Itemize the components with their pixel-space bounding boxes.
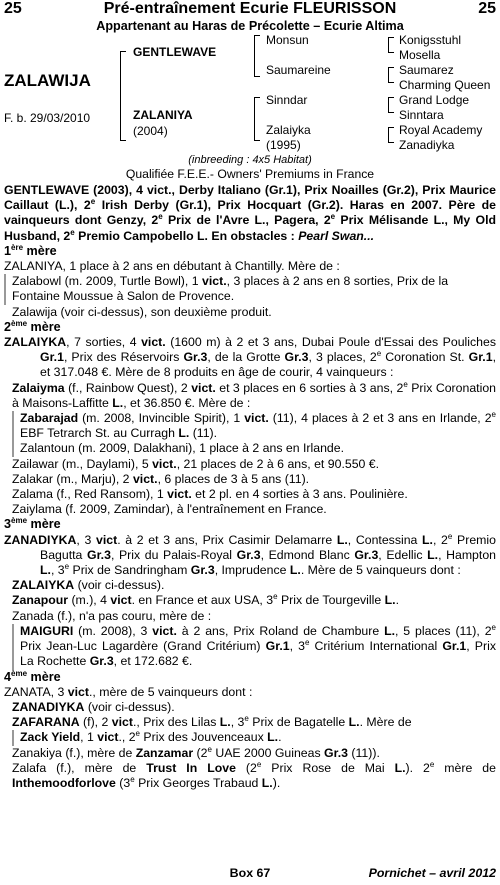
pedigree-g3-2: Mosella — [399, 48, 441, 62]
pedigree-notes — [4, 183, 496, 791]
pedigree-dam-dam: Zalaiyka — [266, 123, 311, 137]
second-dam-grandproduce-zalantoun: Zalantoun (m. 2009, Dalakhani), 1 place à 2 ans en Irlande. — [12, 441, 496, 456]
second-dam-produce-zailawar: Zailawar (m., Daylami), 5 vict., 21 places de 2 à 6 ans, et 90.550 €. — [12, 456, 380, 471]
pedigree-g3-5: Grand Lodge — [399, 93, 470, 107]
lot-number-right: 25 — [478, 0, 496, 17]
sale-place-date: Pornichet – avril 2012 — [368, 866, 496, 880]
inbreeding-note: (inbreeding : 4x5 Habitat) — [188, 154, 312, 166]
horse-info: F. b. 29/03/2010 — [4, 111, 91, 125]
bracket-gen3-3 — [388, 97, 394, 113]
pedigree-sire-dam: Saumareine — [266, 63, 331, 77]
dam-year: (2004) — [133, 124, 168, 138]
fourth-dam-produce-zalafa: Zalafa (f.), mère de Trust In Love (2e Prix Rose de Mai L.). 2e mère de Inthemoodforlove (3e Prix Georges Trabaud L.). — [12, 759, 496, 790]
section-fourth-dam: 4ème mère — [4, 668, 61, 684]
pedigree-g3-3: Saumarez — [399, 63, 454, 77]
horse-name: ZALAWIJA — [4, 71, 91, 90]
pedigree-g3-1: Konigsstuhl — [399, 33, 462, 47]
third-dam-produce-zanapour: Zanapour (m.), 4 vict. en France et aux USA, 3e Prix de Tourgeville L.. — [12, 592, 399, 608]
sire-paragraph: GENTLEWAVE (2003), 4 vict., Derby Italiano (Gr.1), Prix Noailles (Gr.2), Prix Maurice Caillaut (L.), 2e Irish Derby (Gr.1), Prix Hocquart (Gr.2). Haras en 2007. Père de vainqueurs dont Genzy, 2e Prix de l'Avre L., Pagera, 2e Prix Mélisande L., My Old Husband, 2e Premio Campobello L. En obstacles : Pearl Swan... — [4, 183, 497, 243]
second-dam-produce-zaiylama: Zaiylama (f. 2009, Zamindar), à l'entraînement en France. — [12, 502, 327, 517]
lot-number-left: 25 — [4, 0, 22, 17]
bracket-gen1 — [120, 51, 126, 141]
third-dam-grandproduce-maiguri: MAIGURI (m. 2008), 3 vict. à 2 ans, Prix Roland de Chambure L., 5 places (11), 2e Prix Jean-Luc Lagardère (Grand Critérium) Gr.1, 3e Critérium International Gr.1, Prix La Rochette Gr.3, et 172.682 €. — [12, 624, 496, 670]
fourth-dam-produce-zafarana: ZAFARANA (f), 2 vict., Prix des Lilas L., 3e Prix de Bagatelle L.. Mère de — [12, 714, 412, 730]
section-second-dam: 2ème mère — [4, 318, 61, 334]
pedigree-sire-sire: Monsun — [266, 33, 309, 47]
page-title: Pré-entraînement Ecurie FLEURISSON — [103, 0, 397, 17]
first-dam-produce-1: Zalabowl (m. 2009, Turtle Bowl), 1 vict., 3 places à 2 ans en 8 sorties, Prix de la Fontaine Moussue à Salon de Provence. — [4, 274, 496, 304]
bracket-gen3-2 — [388, 67, 394, 83]
pedigree-g3-4: Charming Queen — [399, 78, 491, 92]
pedigree-dam-dam-year: (1995) — [266, 138, 301, 152]
second-dam-grandproduce-zabarajad: Zabarajad (m. 2008, Invincible Spirit), 1 vict. (11), 4 places à 2 et 3 ans en Irlande, 2e EBF Tetrarch St. au Curragh L. (11). — [12, 411, 496, 441]
second-dam-produce-zalama: Zalama (f., Red Ransom), 1 vict. et 2 pl. en 4 sorties à 3 ans. Poulinière. — [12, 487, 408, 502]
box-number: Box 67 — [229, 866, 271, 880]
third-dam-line: ZANADIYKA, 3 vict. à 2 et 3 ans, Prix Casimir Delamarre L., Contessina L., 2e Premio Bagutta Gr.3, Prix du Palais-Royal Gr.3, Edmond Blanc Gr.3, Edellic L., Hampton L., 3e Prix de Sandringham Gr.3, Imprudence L.. Mère de 5 vainqueurs dont : — [4, 531, 496, 578]
fourth-dam-line: ZANATA, 3 vict., mère de 5 vainqueurs dont : — [4, 684, 253, 699]
dam-name: ZALANIYA — [133, 108, 193, 122]
pedigree-g3-7: Royal Academy — [399, 123, 483, 137]
fourth-dam-grandproduce-zack-yield: Zack Yield, 1 vict., 2e Prix des Jouvenceaux L.. — [12, 730, 496, 745]
second-dam-produce-zalakar: Zalakar (m., Marju), 2 vict., 6 places de 3 à 5 ans (11). — [12, 471, 310, 486]
bracket-gen3-4 — [388, 127, 394, 143]
second-dam-produce-zalaiyma: Zalaiyma (f., Rainbow Quest), 2 vict. et 3 places en 6 sorties à 3 ans, 2e Prix Coronation à Maisons-Laffitte L., et 36.850 €. Mère de : — [12, 379, 496, 410]
section-first-dam: 1ère mère — [4, 242, 57, 258]
bracket-gen3-1 — [388, 37, 394, 53]
header — [4, 0, 496, 18]
first-dam-line: ZALANIYA, 1 place à 2 ans en débutant à Chantilly. Mère de : — [4, 259, 340, 274]
bracket-gen2-bottom — [254, 97, 260, 141]
page-footer — [0, 866, 500, 882]
first-dam-produce-2: Zalawija (voir ci-dessus), son deuxième produit. — [12, 304, 272, 319]
pedigree-dam-sire: Sinndar — [266, 93, 308, 107]
third-dam-produce-zalaiyka: ZALAIYKA (voir ci-dessus). — [12, 578, 165, 593]
qualification-note: Qualifiée F.E.E.- Owners' Premiums in France — [125, 167, 375, 181]
owner-subtitle: Appartenant au Haras de Précolette – Ecurie Altima — [96, 19, 404, 33]
section-third-dam: 3ème mère — [4, 516, 61, 532]
pedigree-g3-8: Zanadiyka — [399, 138, 455, 152]
sire-name: GENTLEWAVE — [133, 45, 217, 59]
fourth-dam-produce-zanakiya: Zanakiya (f.), mère de Zanzamar (2e UAE 2000 Guineas Gr.3 (11)). — [12, 744, 380, 760]
bracket-gen2-top — [254, 35, 260, 77]
pedigree-g3-6: Sinntara — [399, 108, 444, 122]
second-dam-line: ZALAIYKA, 7 sorties, 4 vict. (1600 m) à 2 et 3 ans, Dubai Poule d'Essai des Pouliches Gr.1, Prix des Réservoirs Gr.3, de la Grotte Gr.3, 3 places, 2e Coronation St. Gr.1, et 317.048 €. Mère de 8 produits en âge de courir, 4 vainqueurs : — [4, 335, 496, 380]
third-dam-produce-zanada: Zanada (f.), n'a pas couru, mère de : — [12, 608, 212, 623]
fourth-dam-produce-zanadiyka: ZANADIYKA (voir ci-dessus). — [12, 699, 175, 714]
